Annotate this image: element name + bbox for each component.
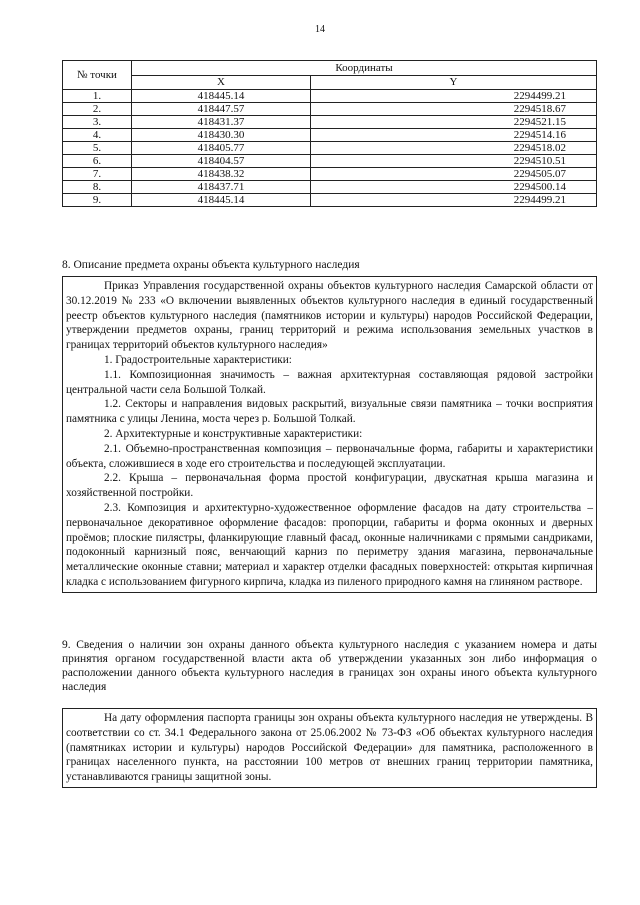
table-row <box>63 155 597 168</box>
coord-y: 2294514.16 <box>311 129 597 142</box>
coord-x: 418405.77 <box>132 142 311 155</box>
table-header-row <box>63 61 597 76</box>
section-9-box <box>62 708 597 788</box>
coord-y: 2294499.21 <box>311 90 597 103</box>
header-y: Y <box>311 75 597 90</box>
point-number: 2. <box>63 103 132 116</box>
table-row <box>63 181 597 194</box>
coord-x: 418438.32 <box>132 168 311 181</box>
coord-x: 418447.57 <box>132 103 311 116</box>
table-subheader-row <box>63 75 597 90</box>
point-number: 3. <box>63 116 132 129</box>
point-number: 9. <box>63 194 132 207</box>
point-number: 7. <box>63 168 132 181</box>
table-row <box>63 194 597 207</box>
table-row <box>63 142 597 155</box>
point-number: 1. <box>63 90 132 103</box>
coord-y: 2294518.02 <box>311 142 597 155</box>
page-number: 14 <box>315 24 325 35</box>
coord-x: 418445.14 <box>132 194 311 207</box>
coord-x: 418445.14 <box>132 90 311 103</box>
table-row <box>63 168 597 181</box>
urban-characteristics-heading: 1. Градостроительные характеристики: <box>104 353 292 366</box>
coord-x: 418431.37 <box>132 116 311 129</box>
coord-y: 2294518.67 <box>311 103 597 116</box>
protection-zones-paragraph: На дату оформления паспорта границы зон охраны объекта культурного наследия не утверждены. В соответствии со ст. 34.1 Федерального закона от 25.06.2002 № 73-ФЗ «Об объектах культурного наследия (памятниках истории и культуры) народов Российской Федерации» для памятника, расположенного в границах населенного пункта, на расстоянии 100 метров от внешних границ территории памятника, устанавливаются границы защитной зоны. <box>66 712 593 784</box>
coord-y: 2294521.15 <box>311 116 597 129</box>
point-number: 4. <box>63 129 132 142</box>
coord-y: 2294500.14 <box>311 181 597 194</box>
item-2-2: 2.2. Крыша – первоначальная форма простой конфигурации, двускатная крыша магазина и хозяйственной постройки. <box>66 472 593 500</box>
item-2-1: 2.1. Объемно-пространственная композиция – первоначальные форма, габариты и характеристики объекта, сложившиеся в ходе его строительства и последующей эксплуатации. <box>66 442 593 470</box>
table-row <box>63 129 597 142</box>
coord-x: 418404.57 <box>132 155 311 168</box>
table-row <box>63 103 597 116</box>
header-coordinates: Координаты <box>132 61 597 76</box>
section-8-box <box>62 276 597 593</box>
item-1-2: 1.2. Секторы и направления видовых раскрытий, визуальные связи памятника – точки восприятия памятника с улицы Ленина, моста через р. Большой Толкай. <box>66 398 593 426</box>
point-number: 8. <box>63 181 132 194</box>
section-9-heading: 9. Сведения о наличии зон охраны данного объекта культурного наследия с указанием номера и даты принятия органом государственной власти акта об утверждении указанных зон либо информация о расположении данного объекта культурного наследия в границах зон охраны иного объекта культурного наследия <box>62 639 597 693</box>
table-row <box>63 116 597 129</box>
coord-y: 2294499.21 <box>311 194 597 207</box>
order-reference-paragraph: Приказ Управления государственной охраны объектов культурного наследия Самарской области от 30.12.2019 № 233 «О включении выявленных объектов культурного наследия в единый государственный реестр объектов культурного наследия (памятников истории и культуры) народов Российской Федерации, утверждении предметов охраны, границ территорий и режима использования земельных участков в границах территорий объектов культурного наследия» <box>66 280 593 352</box>
point-number: 6. <box>63 155 132 168</box>
item-1-1: 1.1. Композиционная значимость – важная архитектурная составляющая рядовой застройки центральной части села Большой Толкай. <box>66 368 593 396</box>
point-number: 5. <box>63 142 132 155</box>
table-row <box>63 90 597 103</box>
coord-x: 418430.30 <box>132 129 311 142</box>
coord-x: 418437.71 <box>132 181 311 194</box>
architectural-characteristics-heading: 2. Архитектурные и конструктивные характеристики: <box>104 427 363 440</box>
coord-y: 2294505.07 <box>311 168 597 181</box>
coord-y: 2294510.51 <box>311 155 597 168</box>
header-point-number: № точки <box>63 61 132 90</box>
item-2-3: 2.3. Композиция и архитектурно-художественное оформление фасадов на дату строительства – первоначальное декоративное оформление фасадов: пропорции, габариты и форма оконных и дверных проёмов; плоские пилястры, фланкирующие главный фасад, оконные наличниками с прямыми сандриками, подоконный карнизный пояс, венчающий карниз по периметру здания магазина, первоначальные металлические оконные ставни; материал и характер отделки фасадных поверхностей: открытая кирпичная кладка с использованием фигурного кирпича, кладка из пиленого природного камня на глиняном растворе. <box>66 501 593 588</box>
coordinates-table <box>62 60 597 207</box>
section-8-heading: 8. Описание предмета охраны объекта культурного наследия <box>62 259 360 271</box>
header-x: X <box>132 75 311 90</box>
